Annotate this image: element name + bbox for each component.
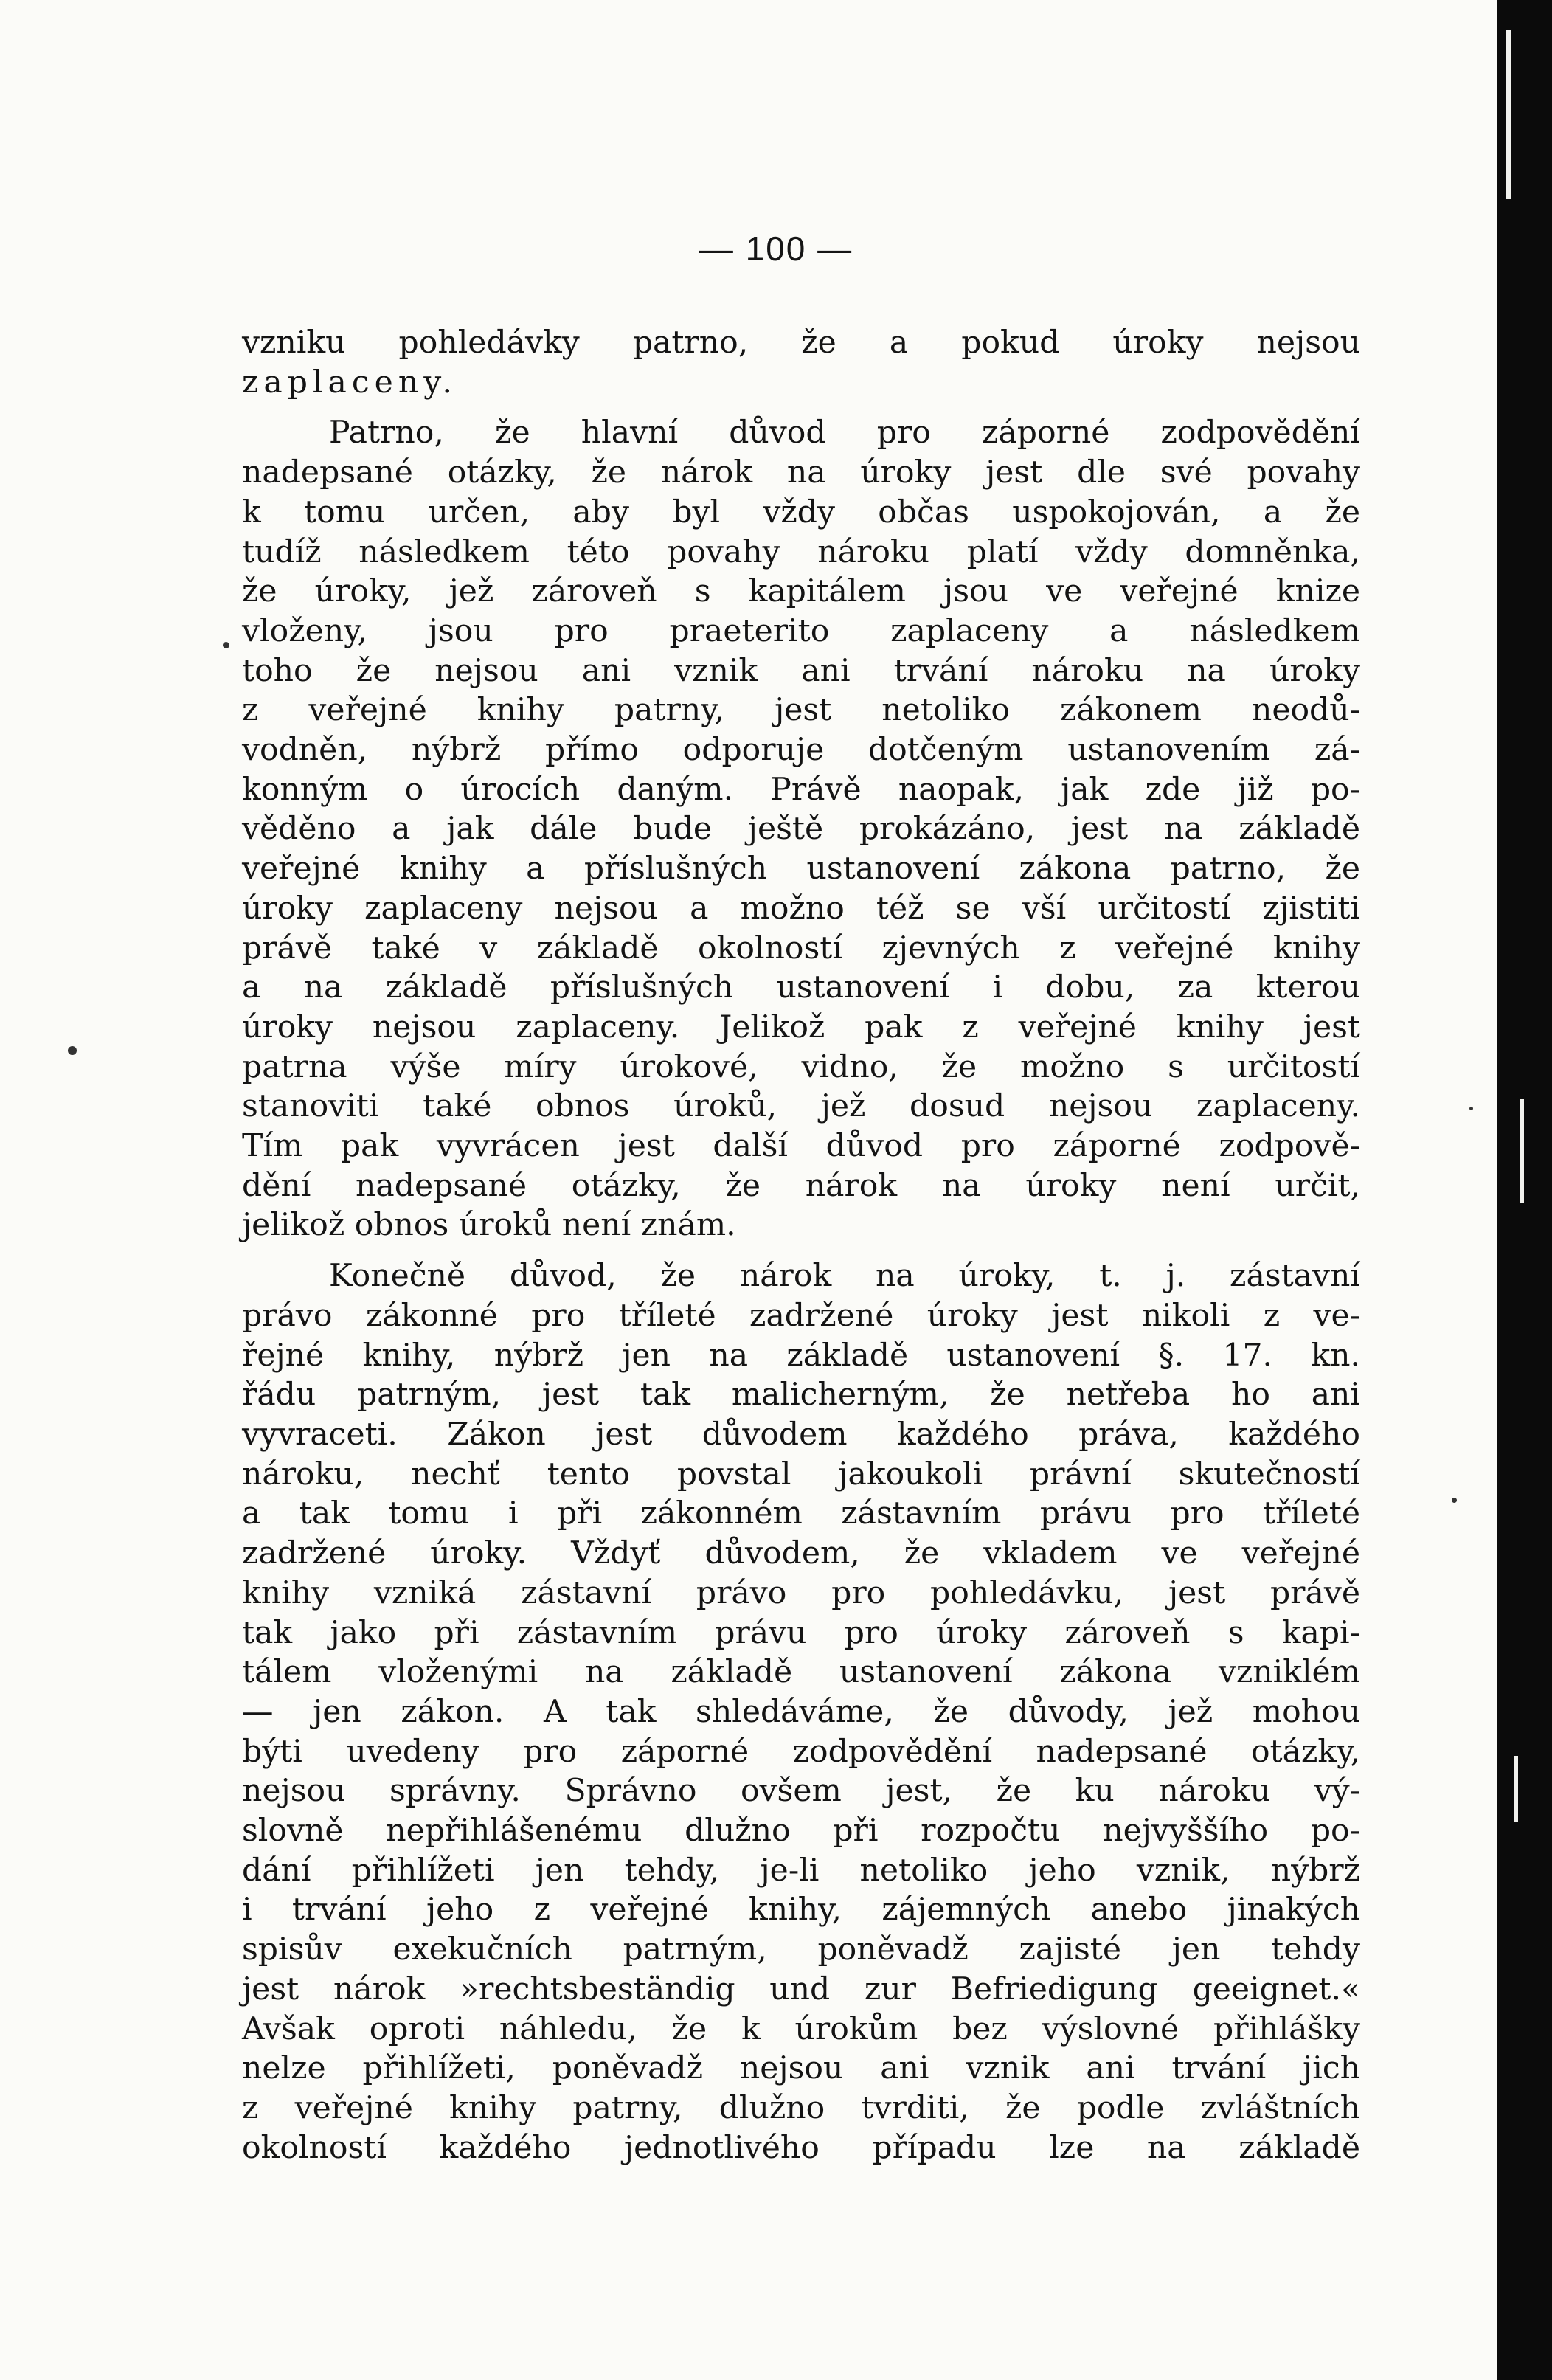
text-line: Tím pak vyvrácen jest další důvod pro záporné zodpově- (242, 1128, 1360, 1165)
text-line: konným o úrocích daným. Právě naopak, jak zde již po- (242, 771, 1360, 808)
text-line: k tomu určen, aby byl vždy občas uspokojován, a že (242, 494, 1360, 530)
text-line: nelze přihlížeti, poněvadž nejsou ani vznik ani trvání jich (242, 2050, 1360, 2087)
text-line: dění nadepsané otázky, že nárok na úroky není určit, (242, 1167, 1360, 1204)
text-line: nejsou správny. Správno ovšem jest, že ku nároku vý- (242, 1773, 1360, 1810)
text-line: toho že nejsou ani vznik ani trvání nároku na úroky (242, 652, 1360, 689)
text-line: jelikož obnos úroků není znám. (242, 1207, 736, 1244)
paragraph (242, 1256, 1360, 2168)
text-line: tudíž následkem této povahy nároku platí vždy domněnka, (242, 533, 1360, 570)
text-line: úroky zaplaceny nejsou a možno též se vší určitostí zjistiti (242, 890, 1360, 927)
scan-edge-mark (1520, 1099, 1524, 1203)
text-line: nároku, nechť tento povstal jakoukoli právní skutečností (242, 1456, 1360, 1492)
paragraph (242, 413, 1360, 1245)
text-line: vyvraceti. Zákon jest důvodem každého práva, každého (242, 1416, 1360, 1453)
text-line: knihy vzniká zástavní právo pro pohledávku, jest právě (242, 1574, 1360, 1611)
text-line: slovně nepřihlášenému dlužno při rozpočtu nejvyššího po- (242, 1813, 1360, 1850)
text-line: právo zákonné pro tříleté zadržené úroky jest nikoli z ve- (242, 1297, 1360, 1334)
text-line: zadržené úroky. Vždyť důvodem, že vkladem ve veřejné (242, 1535, 1360, 1572)
text-line: vzniku pohledávky patrno, že a pokud úroky nejsou (242, 325, 1360, 361)
text-line: patrna výše míry úrokové, vidno, že možno s určitostí (242, 1048, 1360, 1085)
text-line: tálem vloženými na základě ustanovení zákona vzniklém (242, 1654, 1360, 1691)
text-line: veřejné knihy a příslušných ustanovení zákona patrno, že (242, 851, 1360, 888)
text-line: Konečně důvod, že nárok na úroky, t. j. zástavní (329, 1258, 1360, 1295)
ink-speck (68, 1046, 77, 1055)
text-line: právě také v základě okolností zjevných z veřejné knihy (242, 930, 1360, 966)
scan-edge-mark (1506, 30, 1511, 199)
text-line: býti uvedeny pro záporné zodpovědění nadepsané otázky, (242, 1733, 1360, 1770)
text-line: a tak tomu i při zákonném zástavním právu pro tříleté (242, 1495, 1360, 1532)
text-line: věděno a jak dále bude ještě prokázáno, jest na základě (242, 811, 1360, 848)
body-text (242, 323, 1360, 2168)
text-line: tak jako při zástavním právu pro úroky zároveň s kapi- (242, 1614, 1360, 1651)
text-line: Patrno, že hlavní důvod pro záporné zodpovědění (329, 415, 1360, 452)
ink-speck (223, 642, 229, 648)
text-line: okolností každého jednotlivého případu lze na základě (242, 2129, 1360, 2166)
text-line: spisův exekučních patrným, poněvadž zajisté jen tehdy (242, 1931, 1360, 1968)
text-line: a na základě příslušných ustanovení i dobu, za kterou (242, 969, 1360, 1006)
page-number: — 100 — (699, 229, 853, 268)
ink-speck (1452, 1498, 1457, 1503)
text-line: řejné knihy, nýbrž jen na základě ustanovení §. 17. kn. (242, 1337, 1360, 1374)
text-line: úroky nejsou zaplaceny. Jelikož pak z veřejné knihy jest (242, 1009, 1360, 1045)
text-line: dání přihlížeti jen tehdy, je-li netoliko jeho vznik, nýbrž (242, 1852, 1360, 1889)
scan-edge-mark (1514, 1756, 1518, 1822)
text-line: z veřejné knihy patrny, dlužno tvrditi, že podle zvláštních (242, 2089, 1360, 2126)
text-line: nadepsané otázky, že nárok na úroky jest dle své povahy (242, 454, 1360, 491)
text-line: vodněn, nýbrž přímo odporuje dotčeným ustanovením zá- (242, 732, 1360, 769)
text-line: jest nárok »rechtsbeständig und zur Befriedigung geeignet.« (242, 1971, 1360, 2007)
text-line: Avšak oproti náhledu, že k úrokům bez výslovné přihlášky (242, 2010, 1360, 2047)
text-line: řádu patrným, jest tak malicherným, že netřeba ho ani (242, 1377, 1360, 1414)
text-line: i trvání jeho z veřejné knihy, zájemných anebo jinakých (242, 1892, 1360, 1928)
text-line: že úroky, jež zároveň s kapitálem jsou ve veřejné knize (242, 573, 1360, 610)
text-line: vloženy, jsou pro praeterito zaplaceny a následkem (242, 612, 1360, 649)
scan-edge-shadow (1497, 0, 1552, 2380)
text-line: stanoviti také obnos úroků, jež dosud nejsou zaplaceny. (242, 1088, 1360, 1125)
text-line: zaplaceny. (242, 364, 458, 401)
ink-speck (1469, 1107, 1473, 1110)
text-line: — jen zákon. A tak shledáváme, že důvody, jež mohou (242, 1693, 1360, 1730)
paragraph (242, 323, 1360, 402)
text-line: z veřejné knihy patrny, jest netoliko zákonem neodů- (242, 692, 1360, 729)
